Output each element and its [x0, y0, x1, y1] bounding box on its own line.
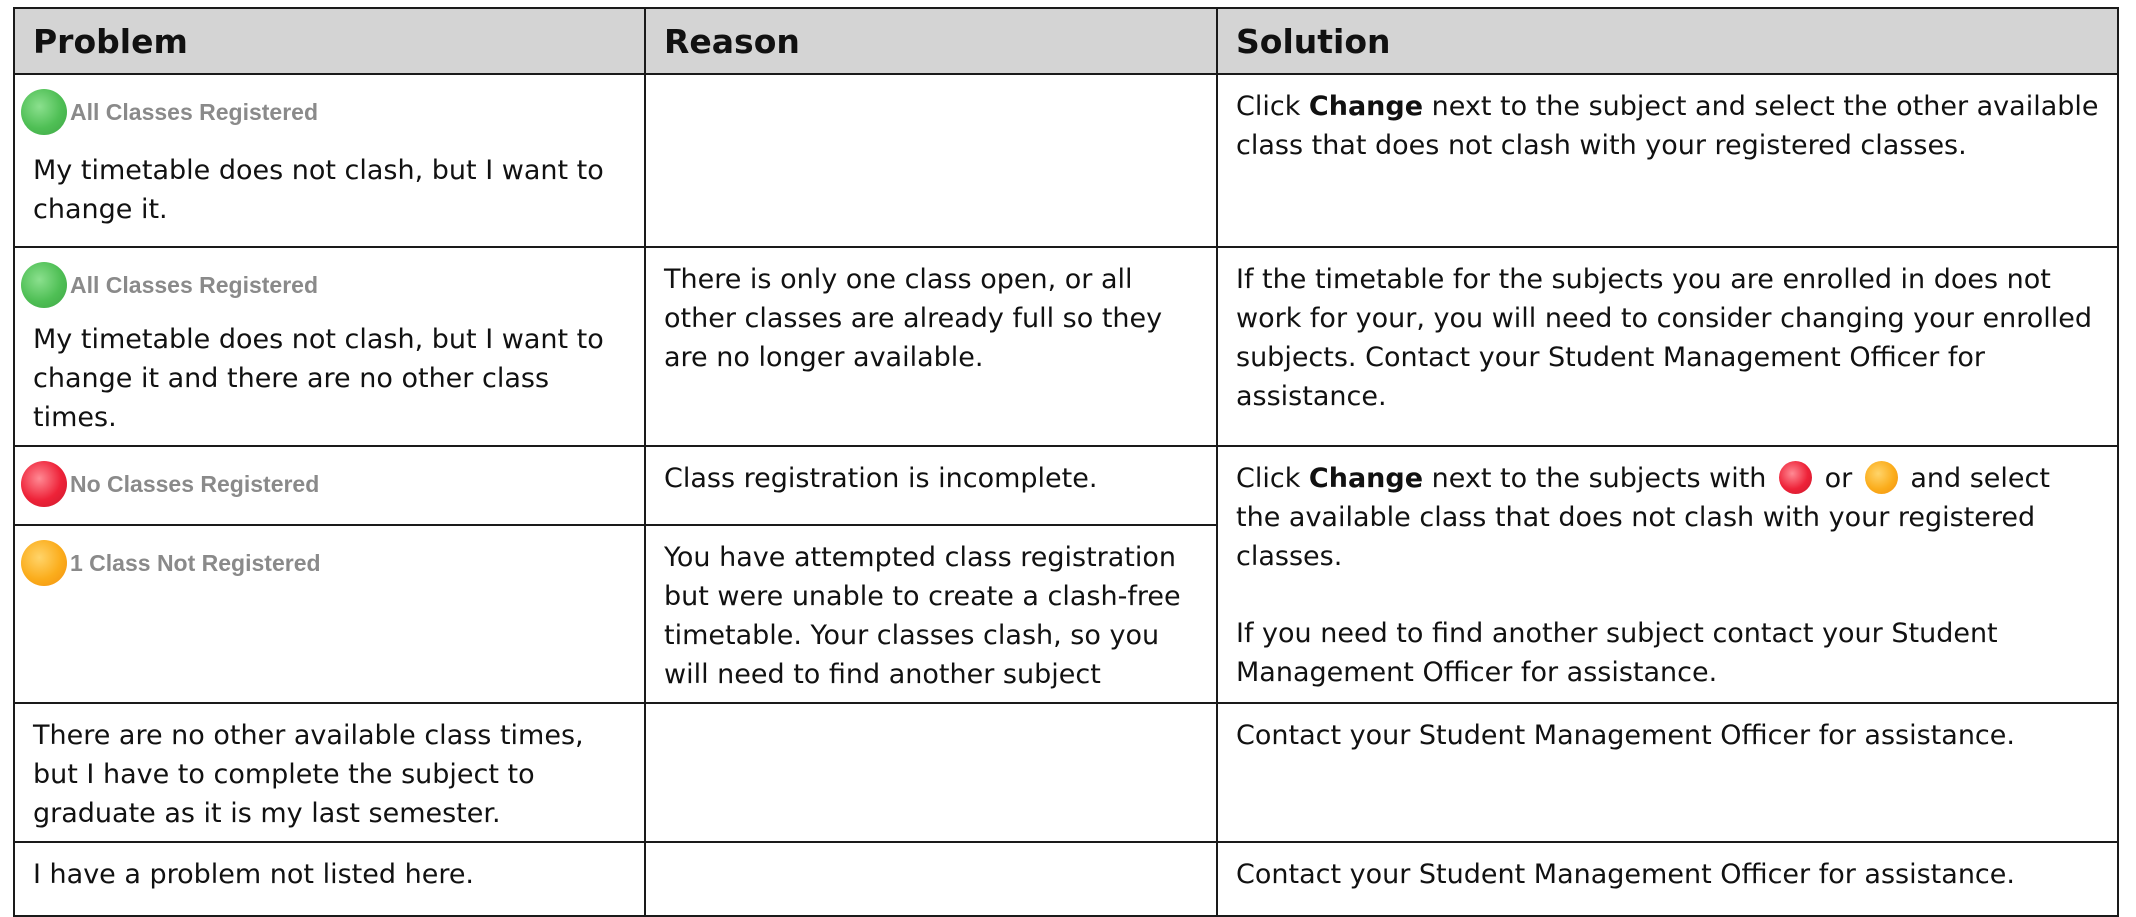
status-label: All Classes Registered: [70, 271, 319, 298]
table-row: [14, 842, 2118, 916]
solution-text: [1236, 459, 2099, 576]
header-solution: Solution: [1217, 8, 2118, 74]
table-row: [14, 446, 2118, 525]
solution-text-part: and select the available class that does not clash with your registered classes.: [1236, 463, 2050, 572]
problem-cell: [14, 247, 645, 446]
header-problem: Problem: [14, 8, 645, 74]
green-circle-icon: [21, 89, 67, 135]
red-circle-icon: [1779, 461, 1812, 494]
status-label: 1 Class Not Registered: [70, 549, 321, 576]
header-row: [14, 8, 2118, 74]
green-circle-icon: [21, 262, 67, 308]
reason-text: You have attempted class registration but were unable to create a clash-free timetable. Your classes clash, so you will need to find another subject: [664, 542, 1181, 690]
status-label: No Classes Registered: [70, 470, 320, 497]
solution-cell: [1217, 446, 2118, 703]
problem-cell: [14, 74, 645, 247]
reason-cell: [645, 247, 1217, 446]
troubleshooting-table: [13, 7, 2119, 917]
change-keyword: Change: [1308, 91, 1424, 122]
table-row: [14, 247, 2118, 446]
status-badge: [21, 459, 626, 509]
solution-text: [1236, 87, 2099, 165]
solution-text: If the timetable for the subjects you are enrolled in does not work for your, you will need to consider changing your enrolled subjects. Contact your Student Management Officer for assistance.: [1236, 264, 2092, 412]
solution-cell: [1217, 842, 2118, 916]
reason-cell: [645, 842, 1217, 916]
solution-cell: [1217, 247, 2118, 446]
solution-cell: [1217, 74, 2118, 247]
reason-cell: [645, 446, 1217, 525]
reason-text: There is only one class open, or all other classes are already full so they are no longer available.: [664, 264, 1163, 373]
orange-circle-icon: [1865, 461, 1898, 494]
problem-text: My timetable does not clash, but I want to change it and there are no other class times.: [33, 324, 604, 433]
reason-text: Class registration is incomplete.: [664, 463, 1098, 494]
solution-text-part: next to the subjects with: [1423, 463, 1775, 494]
problem-cell: [14, 525, 645, 703]
problem-cell: [14, 842, 645, 916]
solution-text-part: next to the subject and select the other available class that does not clash with your registered classes.: [1236, 91, 2099, 161]
solution-text: Contact your Student Management Officer for assistance.: [1236, 720, 2015, 751]
table-row: [14, 74, 2118, 247]
orange-circle-icon: [21, 540, 67, 586]
solution-text: Contact your Student Management Officer for assistance.: [1236, 859, 2015, 890]
reason-cell: [645, 525, 1217, 703]
status-badge: [21, 260, 626, 310]
status-label: All Classes Registered: [70, 98, 319, 125]
solution-cell: [1217, 703, 2118, 842]
solution-text-part: or: [1815, 463, 1861, 494]
solution-text-secondary: If you need to find another subject contact your Student Management Officer for assistance.: [1236, 618, 1998, 688]
problem-text: I have a problem not listed here.: [33, 859, 475, 890]
problem-cell: [14, 446, 645, 525]
reason-cell: [645, 703, 1217, 842]
problem-text: There are no other available class times, but I have to complete the subject to graduate as it is my last semester.: [33, 720, 584, 829]
solution-text-part: Click: [1236, 91, 1309, 122]
table-row: [14, 703, 2118, 842]
change-keyword: Change: [1308, 463, 1424, 494]
status-badge: [21, 87, 626, 137]
problem-cell: [14, 703, 645, 842]
status-badge: [21, 538, 626, 588]
red-circle-icon: [21, 461, 67, 507]
problem-text: My timetable does not clash, but I want to change it.: [33, 155, 604, 225]
solution-text-part: Click: [1236, 463, 1309, 494]
reason-cell: [645, 74, 1217, 247]
header-reason: Reason: [645, 8, 1217, 74]
